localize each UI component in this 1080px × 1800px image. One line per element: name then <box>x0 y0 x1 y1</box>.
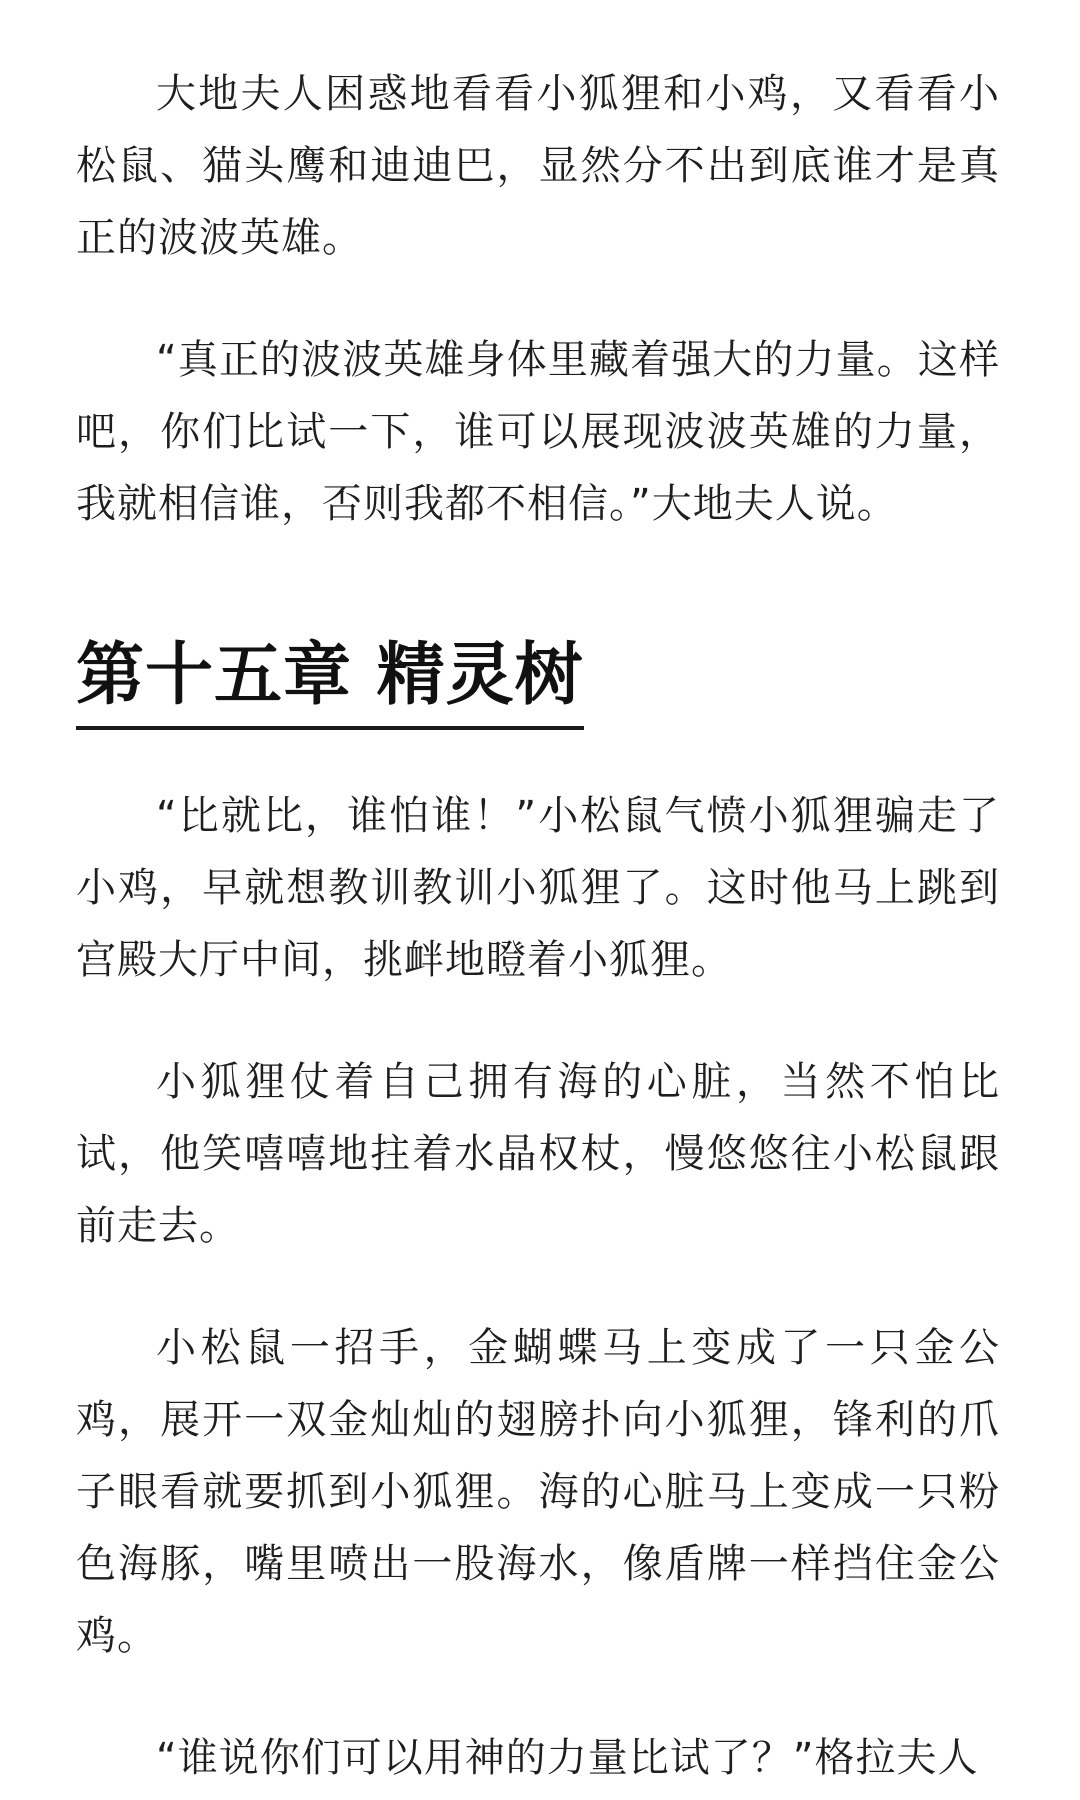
paragraph-3: “比就比，谁怕谁！”小松鼠气愤小狐狸骗走了小鸡，早就想教训教训小狐狸了。这时他马上跳到宫殿大厅中间，挑衅地瞪着小狐狸。 <box>76 793 1000 983</box>
paragraph-5: 小松鼠一招手，金蝴蝶马上变成了一只金公鸡，展开一双金灿灿的翅膀扑向小狐狸，锋利的爪子眼看就要抓到小狐狸。海的心脏马上变成一只粉色海豚，嘴里喷出一股海水，像盾牌一样挡住金公鸡。 <box>76 1325 1000 1659</box>
chapter-heading-container <box>76 590 1000 780</box>
chapter-title: 第十五章 精灵树 <box>76 628 584 730</box>
paragraph-1: 大地夫人困惑地看看小狐狸和小鸡，又看看小松鼠、猫头鹰和迪迪巴，显然分不出到底谁才是真正的波波英雄。 <box>76 71 1000 261</box>
paragraph-4: 小狐狸仗着自己拥有海的心脏，当然不怕比试，他笑嘻嘻地拄着水晶权杖，慢悠悠往小松鼠跟前走去。 <box>76 1059 1000 1249</box>
paragraph-2: “真正的波波英雄身体里藏着强大的力量。这样吧，你们比试一下，谁可以展现波波英雄的力量，我就相信谁，否则我都不相信。”大地夫人说。 <box>76 337 1000 527</box>
paragraph-6: “谁说你们可以用神的力量比试了？”格拉夫人 <box>156 1735 979 1781</box>
